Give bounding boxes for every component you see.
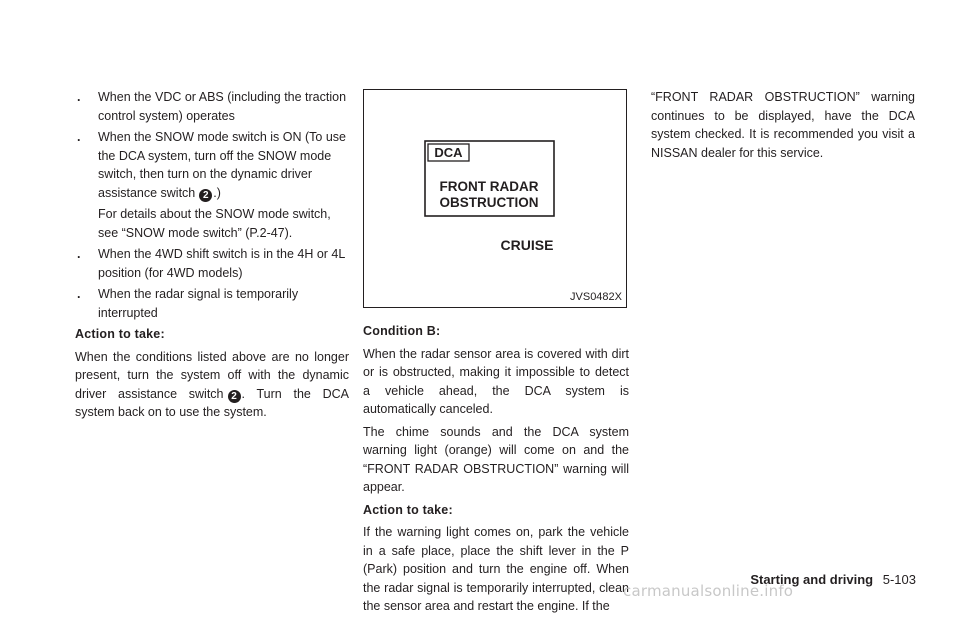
action-paragraph	[75, 348, 349, 422]
dca-display-figure	[363, 89, 627, 308]
watermark: carmanualsonline.info	[623, 582, 794, 600]
condition-bullet	[75, 285, 349, 322]
action-text: When the conditions listed above are no longer present, turn the system off with the dynamic driver assistance switch	[75, 349, 349, 401]
action-heading: Action to take:	[363, 502, 453, 517]
figure-code: JVS0482X	[570, 290, 622, 303]
warning-text-line2: OBSTRUCTION	[439, 195, 539, 210]
warning-text-line1: FRONT RADAR	[439, 179, 539, 194]
bullet-text: When the VDC or ABS (including the traction control system) operates	[98, 90, 347, 123]
page-number: 5-103	[882, 572, 916, 587]
chime-paragraph: The chime sounds and the DCA system warning light (orange) will come on and the “FRONT RADAR OBSTRUCTION” warning will appear.	[363, 424, 629, 494]
middle-column	[363, 88, 629, 620]
dca-display-illustration	[364, 90, 626, 307]
condition-paragraph: When the radar sensor area is covered with dirt or is obstructed, making it impossible to detect a vehicle ahead, the DCA system is automatically canceled.	[363, 346, 629, 416]
action-heading: Action to take:	[75, 327, 165, 341]
condition-bullet	[75, 245, 349, 282]
left-column	[75, 88, 349, 426]
section-title: Starting and driving	[750, 572, 874, 587]
action-text-tail: . Turn the DCA system back on to use the system.	[75, 386, 349, 419]
dca-label: DCA	[434, 145, 463, 160]
bullet-dot: .	[77, 247, 81, 261]
bullet-text-tail: .)	[213, 185, 221, 200]
cruise-label: CRUISE	[500, 237, 554, 253]
switch-number-badge: 2	[228, 390, 241, 403]
condition-bullet	[75, 88, 349, 125]
bullet-dot: .	[77, 287, 81, 301]
condition-heading: Condition B:	[363, 324, 441, 338]
condition-bullet	[75, 128, 349, 202]
right-column	[651, 88, 915, 166]
snow-mode-note: For details about the SNOW mode switch, see “SNOW mode switch” (P.2-47).	[98, 207, 331, 240]
bullet-text: When the radar signal is temporarily interrupted	[98, 287, 299, 320]
action-paragraph: If the warning light comes on, park the vehicle in a safe place, place the shift lever in the P (Park) position and turn the engine off. When the radar signal is temporarily interrupted, clean the sensor area and restart the engine. If the	[363, 525, 629, 613]
switch-number-badge: 2	[199, 189, 212, 202]
bullet-dot: .	[77, 130, 81, 144]
bullet-text: When the 4WD shift switch is in the 4H or 4L position (for 4WD models)	[98, 247, 345, 280]
bullet-text: When the SNOW mode switch is ON (To use the DCA system, turn off the SNOW mode switch, then turn on the dynamic driver assistance switch	[98, 130, 346, 200]
bullet-dot: .	[77, 90, 81, 104]
continuation-paragraph: “FRONT RADAR OBSTRUCTION” warning continues to be displayed, have the DCA system checked. It is recommended you visit a NISSAN dealer for this service.	[651, 90, 915, 160]
